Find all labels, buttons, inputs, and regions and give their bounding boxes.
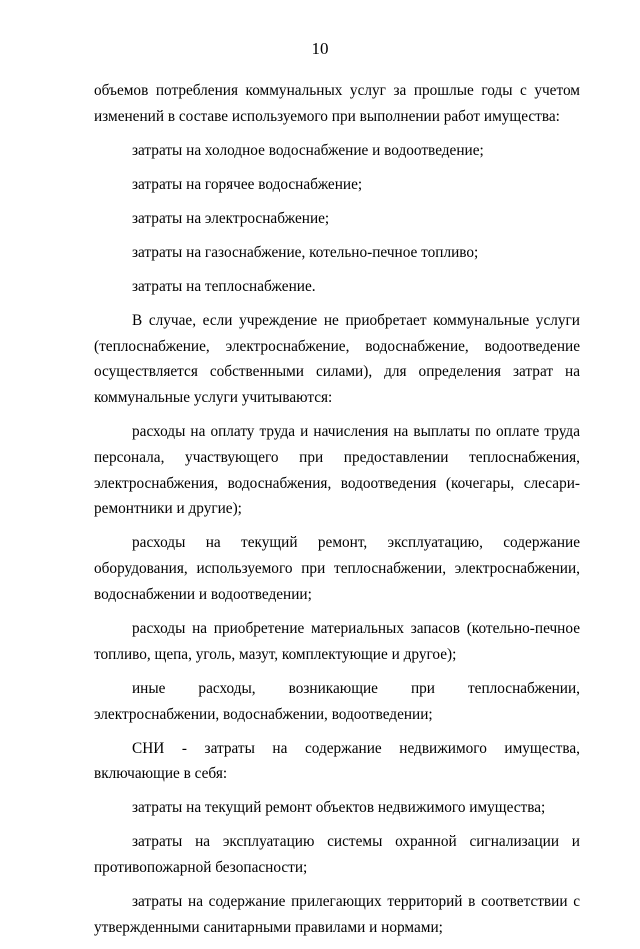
paragraph-consumption-volumes: объемов потребления коммунальных услуг за прошлые годы с учетом изменений в составе используемого при выполнении работ имущества: xyxy=(94,82,580,125)
paragraph-security-systems: затраты на эксплуатацию системы охранной сигнализации и противопожарной безопасности; xyxy=(94,833,580,877)
paragraph-material-costs: расходы на приобретение материальных запасов (котельно-печное топливо, щепа, уголь, мазут, комплектующие и другое); xyxy=(94,620,580,663)
paragraph-territory-maintenance: затраты на содержание прилегающих территорий в соответствии с утвержденными санитарными правилами и нормами; xyxy=(94,893,580,936)
paragraph-repair-costs: расходы на текущий ремонт, эксплуатацию, содержание оборудования, используемого при теплоснабжении, электроснабжении, водоснабжении и водоотведении; xyxy=(94,534,580,604)
list-item-gas-fuel: затраты на газоснабжение, котельно-печное топливо; xyxy=(132,243,479,261)
paragraph-property-repair: затраты на текущий ремонт объектов недвижимого имущества; xyxy=(132,799,546,817)
page-number: 10 xyxy=(311,39,329,58)
paragraph-labor-costs: расходы на оплату труда и начисления на выплаты по оплате труда персонала, участвующего при предоставлении теплоснабжения, электроснабжения, водоснабжения, водоотведения (кочегары, слесари-ремонтники и другие); xyxy=(94,423,580,518)
list-item-electricity: затраты на электроснабжение; xyxy=(132,209,330,227)
list-item-cold-water: затраты на холодное водоснабжение и водоотведение; xyxy=(132,141,484,159)
paragraph-other-costs: иные расходы, возникающие при теплоснабжении, электроснабжении, водоснабжении, водоотведении; xyxy=(94,679,580,723)
list-item-hot-water: затраты на горячее водоснабжение; xyxy=(132,175,363,193)
list-item-heating: затраты на теплоснабжение. xyxy=(132,277,316,295)
paragraph-own-utilities: В случае, если учреждение не приобретает коммунальные услуги (теплоснабжение, электроснабжение, водоснабжение, водоотведение осуществляется собственными силами), для определения затрат на коммунальные услуги учитываются: xyxy=(94,311,580,407)
document-body xyxy=(94,78,580,949)
paragraph-sni-definition: СНИ - затраты на содержание недвижимого имущества, включающие в себя: xyxy=(94,739,580,783)
